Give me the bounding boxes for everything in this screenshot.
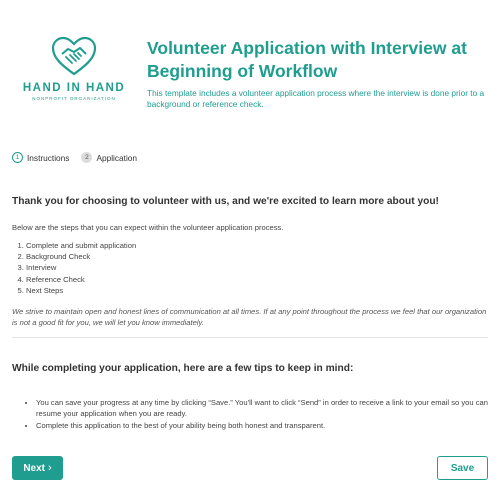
divider	[12, 337, 488, 338]
intro-lead: Below are the steps that you can expect within the volunteer application process.	[12, 223, 284, 232]
intro-lead-block	[12, 222, 488, 233]
page-title: Volunteer Application with Interview at Beginning of Workflow	[147, 38, 467, 81]
header	[0, 0, 500, 140]
heart-handshake-icon	[50, 36, 98, 76]
chevron-right-icon: ›	[48, 462, 52, 474]
tips-heading-block	[12, 363, 488, 374]
step-application[interactable]	[81, 152, 137, 163]
step-label: Instructions	[27, 152, 70, 163]
page-description: This template includes a volunteer application process where the interview is done prior to a background or reference check.	[147, 88, 485, 109]
step-label: Application	[96, 152, 138, 163]
step-number: 1	[12, 152, 23, 163]
tips-list-block	[12, 397, 488, 432]
tips-heading: While completing your application, here are a few tips to keep in mind:	[12, 363, 354, 374]
list-item: 3. Interview	[26, 262, 488, 273]
save-button[interactable]: Save	[437, 456, 488, 480]
intro-note-block	[12, 306, 488, 328]
process-steps-list	[12, 240, 488, 296]
list-item: 1. Complete and submit application	[26, 240, 488, 251]
brand-subtitle: NONPROFIT ORGANIZATION	[32, 96, 116, 101]
tips-list	[12, 397, 488, 431]
next-button-label: Next	[23, 462, 45, 474]
step-number: 2	[81, 152, 92, 163]
step-indicator	[12, 152, 149, 163]
steps-list-block	[12, 240, 488, 296]
list-item: • Complete this application to the best of your ability being both honest and transparent.	[36, 420, 488, 431]
intro-heading: Thank you for choosing to volunteer with us, and we're excited to learn more about you!	[12, 196, 439, 207]
list-item: • You can save your progress at any time by clicking “Save.” You'll want to click “Send” in order to receive a link to your email so you can resume your application when you are ready.	[36, 397, 488, 419]
list-item: 4. Reference Check	[26, 274, 488, 285]
brand-name: HAND IN HAND	[22, 82, 126, 94]
logo	[18, 36, 130, 101]
intro-note: We strive to maintain open and honest lines of communication at all times. If at any point throughout the process we feel that our organization is not a good fit for you, we will let you know immediately.	[12, 307, 487, 327]
next-button[interactable]	[12, 456, 63, 480]
list-item: 2. Background Check	[26, 251, 488, 262]
intro-heading-block	[12, 196, 488, 207]
list-item: 5. Next Steps	[26, 285, 488, 296]
step-instructions[interactable]	[12, 152, 69, 163]
